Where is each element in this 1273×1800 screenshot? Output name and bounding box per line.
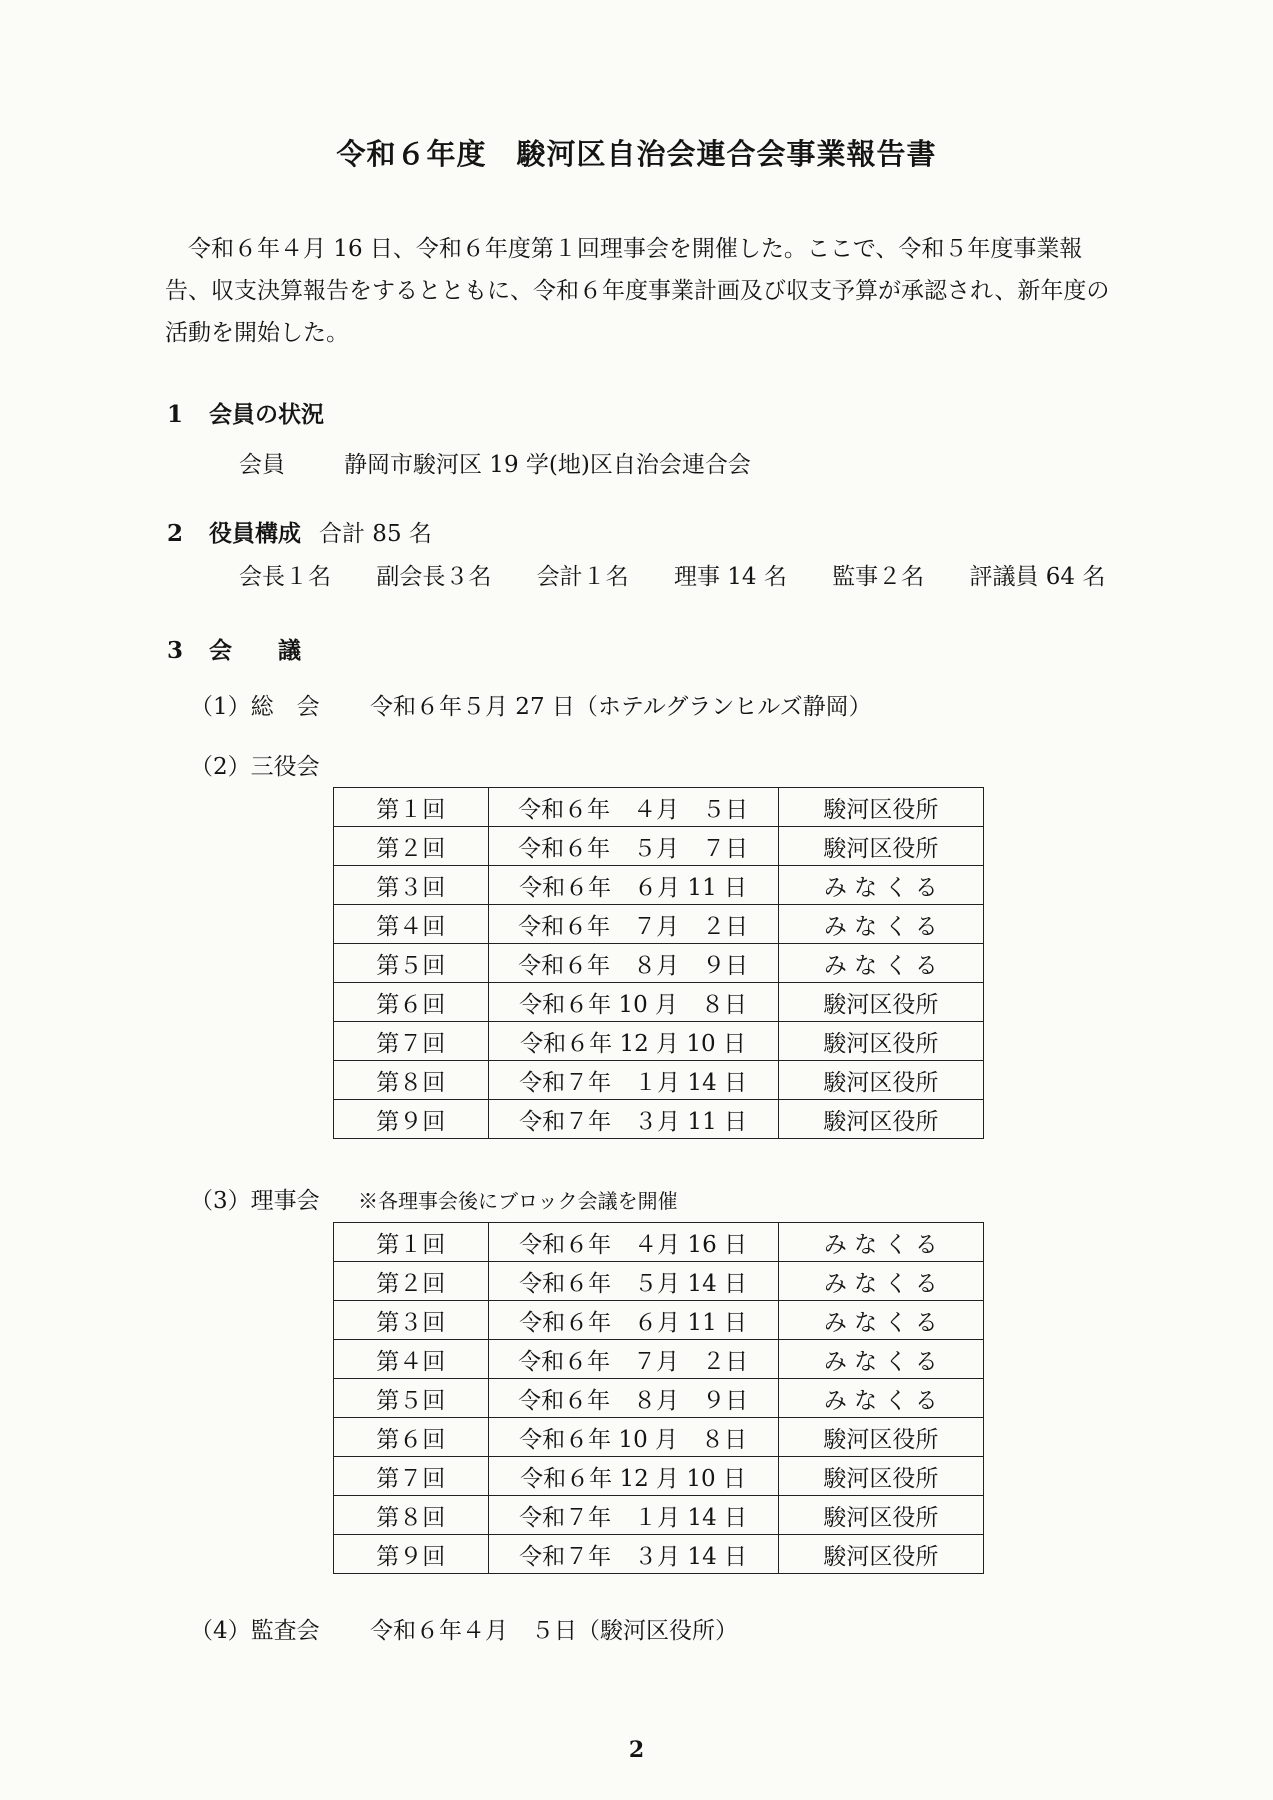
meeting-date-cell: 令和７年 １月 14 日 (488, 1061, 778, 1100)
meeting-date-cell: 令和６年 ５月 14 日 (488, 1262, 778, 1301)
section-3-title: 会 議 (209, 637, 301, 664)
meeting-number-cell: 第２回 (334, 827, 489, 866)
page-title: 令和６年度 駿河区自治会連合会事業報告書 (336, 137, 937, 171)
officer-role: 会計１名 (536, 564, 629, 590)
table-row (334, 827, 984, 866)
table-row (334, 1100, 984, 1139)
meeting-venue-cell: み な く る (778, 866, 983, 905)
table-row (334, 1223, 984, 1262)
page-number: 2 (628, 1737, 645, 1763)
rijikai-table-body (334, 1223, 984, 1574)
rijikai-note: ※各理事会後にブロック会議を開催 (358, 1189, 678, 1213)
meeting-date-cell: 令和６年 ７月 ２日 (488, 1340, 778, 1379)
general-meeting-row (190, 688, 872, 721)
meeting-venue-cell: 駿河区役所 (778, 827, 983, 866)
table-row (334, 905, 984, 944)
table-row (334, 1535, 984, 1574)
table-row (334, 1340, 984, 1379)
table-row (334, 944, 984, 983)
meeting-number-cell: 第６回 (334, 1418, 489, 1457)
rijikai-row (190, 1182, 678, 1215)
meeting-number-cell: 第１回 (334, 788, 489, 827)
meeting-number-cell: 第４回 (334, 905, 489, 944)
table-row (334, 1301, 984, 1340)
meeting-venue-cell: み な く る (778, 1379, 983, 1418)
meeting-number-cell: 第５回 (334, 944, 489, 983)
meeting-date-cell: 令和６年 ８月 ９日 (488, 1379, 778, 1418)
meeting-number-cell: 第５回 (334, 1379, 489, 1418)
table-row (334, 1379, 984, 1418)
meeting-number-cell: 第３回 (334, 1301, 489, 1340)
audit-row (190, 1612, 738, 1645)
members-label: 会員 (239, 452, 285, 478)
meeting-date-cell: 令和６年 ４月 ５日 (488, 788, 778, 827)
intro-paragraph: 令和６年４月 16 日、令和６年度第１回理事会を開催した。ここで、令和５年度事業報告、収支決算報告をするとともに、令和６年度事業計画及び収支予算が承認され、新年度の活動を開始した。 (165, 236, 1110, 346)
meeting-date-cell: 令和７年 ３月 11 日 (488, 1100, 778, 1139)
meeting-venue-cell: 駿河区役所 (778, 1100, 983, 1139)
meeting-number-cell: 第９回 (334, 1100, 489, 1139)
meeting-date-cell: 令和６年 ６月 11 日 (488, 866, 778, 905)
section-1-title: 会員の状況 (209, 401, 324, 428)
section-2-title: 役員構成 (209, 520, 301, 547)
meeting-date-cell: 令和６年 10 月 ８日 (488, 1418, 778, 1457)
meeting-number-cell: 第７回 (334, 1022, 489, 1061)
meeting-venue-cell: 駿河区役所 (778, 1022, 983, 1061)
meeting-venue-cell: み な く る (778, 1262, 983, 1301)
section-2-number: 2 (167, 520, 184, 547)
meeting-date-cell: 令和６年 ５月 ７日 (488, 827, 778, 866)
sanyaku-table-body (334, 788, 984, 1139)
officer-role: 評議員 64 名 (969, 564, 1106, 590)
officers-total: 合計 85 名 (319, 521, 432, 547)
section-1-number: 1 (167, 401, 184, 428)
meeting-number-cell: 第６回 (334, 983, 489, 1022)
meeting-venue-cell: み な く る (778, 1301, 983, 1340)
officer-role: 監事２名 (832, 564, 925, 590)
audit-value: 令和６年４月 ５日（駿河区役所） (370, 1618, 738, 1644)
section-3-heading (167, 632, 301, 665)
officer-role: 理事 14 名 (673, 564, 787, 590)
table-row (334, 983, 984, 1022)
general-meeting-label: （1）総 会 (190, 694, 320, 720)
rijikai-table (333, 1222, 984, 1574)
table-row (334, 866, 984, 905)
meeting-venue-cell: み な く る (778, 1223, 983, 1262)
audit-label: （4）監査会 (190, 1618, 320, 1644)
meeting-venue-cell: 駿河区役所 (778, 788, 983, 827)
sanyaku-label: （2）三役会 (190, 754, 320, 780)
meeting-venue-cell: み な く る (778, 905, 983, 944)
officers-breakdown (239, 558, 1105, 591)
meeting-date-cell: 令和６年 ４月 16 日 (488, 1223, 778, 1262)
table-row (334, 1496, 984, 1535)
sanyaku-table (333, 787, 984, 1139)
meeting-venue-cell: 駿河区役所 (778, 1496, 983, 1535)
meeting-date-cell: 令和６年 12 月 10 日 (488, 1022, 778, 1061)
meeting-venue-cell: み な く る (778, 1340, 983, 1379)
meeting-venue-cell: 駿河区役所 (778, 1061, 983, 1100)
meeting-number-cell: 第９回 (334, 1535, 489, 1574)
officer-role: 会長１名 (239, 564, 331, 590)
meeting-date-cell: 令和６年 ６月 11 日 (488, 1301, 778, 1340)
table-row (334, 1418, 984, 1457)
rijikai-label: （3）理事会 (190, 1188, 320, 1214)
meeting-venue-cell: 駿河区役所 (778, 983, 983, 1022)
meeting-number-cell: 第７回 (334, 1457, 489, 1496)
meeting-number-cell: 第２回 (334, 1262, 489, 1301)
members-value: 静岡市駿河区 19 学(地)区自治会連合会 (344, 452, 751, 478)
meeting-date-cell: 令和６年 ７月 ２日 (488, 905, 778, 944)
members-row (239, 446, 751, 479)
meeting-number-cell: 第３回 (334, 866, 489, 905)
officer-role: 副会長３名 (376, 564, 492, 590)
table-row (334, 788, 984, 827)
meeting-number-cell: 第４回 (334, 1340, 489, 1379)
table-row (334, 1022, 984, 1061)
meeting-venue-cell: 駿河区役所 (778, 1535, 983, 1574)
meeting-number-cell: 第８回 (334, 1061, 489, 1100)
section-2-heading (167, 515, 432, 548)
meeting-date-cell: 令和７年 １月 14 日 (488, 1496, 778, 1535)
section-1-heading (167, 396, 324, 429)
meeting-number-cell: 第１回 (334, 1223, 489, 1262)
section-3-number: 3 (167, 637, 184, 664)
meeting-date-cell: 令和６年 ８月 ９日 (488, 944, 778, 983)
meeting-venue-cell: 駿河区役所 (778, 1457, 983, 1496)
table-row (334, 1262, 984, 1301)
table-row (334, 1457, 984, 1496)
meeting-number-cell: 第８回 (334, 1496, 489, 1535)
general-meeting-value: 令和６年５月 27 日（ホテルグランヒルズ静岡） (370, 694, 872, 720)
meeting-date-cell: 令和６年 12 月 10 日 (488, 1457, 778, 1496)
meeting-venue-cell: み な く る (778, 944, 983, 983)
table-row (334, 1061, 984, 1100)
meeting-venue-cell: 駿河区役所 (778, 1418, 983, 1457)
meeting-date-cell: 令和６年 10 月 ８日 (488, 983, 778, 1022)
meeting-date-cell: 令和７年 ３月 14 日 (488, 1535, 778, 1574)
